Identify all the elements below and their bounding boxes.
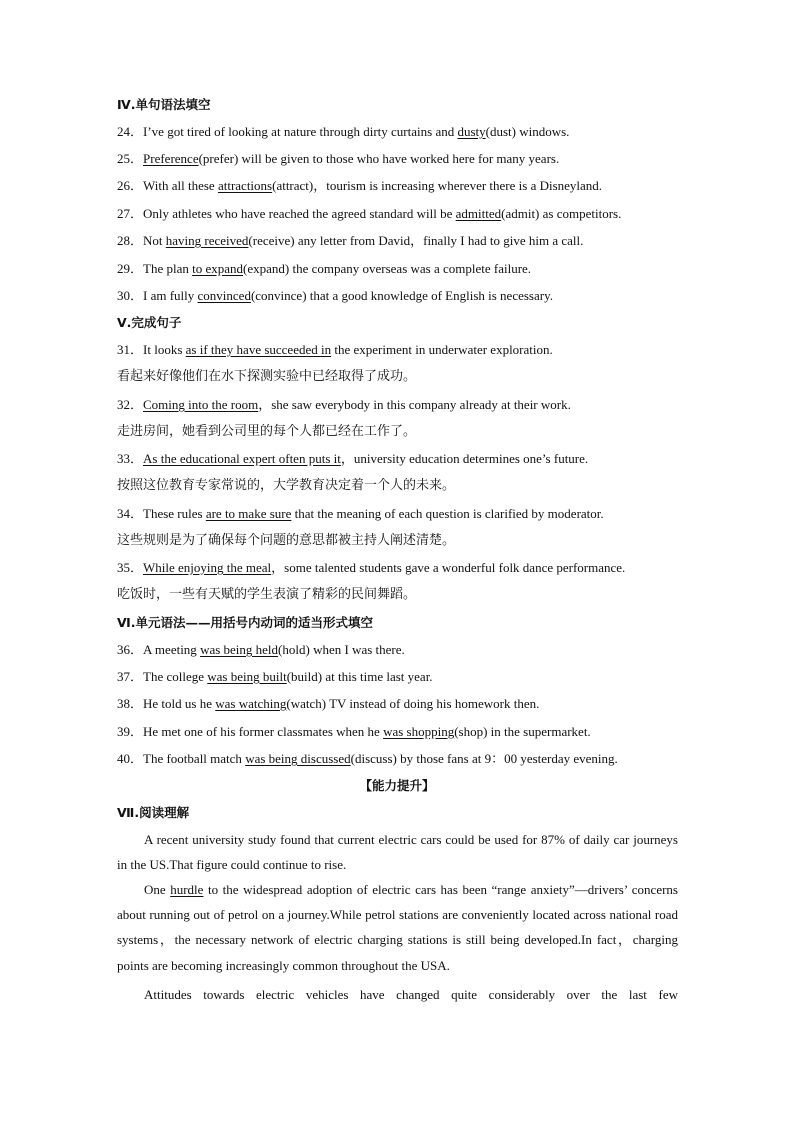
- q-answer: as if they have succeeded in: [185, 342, 332, 357]
- q-answer: dusty: [457, 124, 486, 139]
- q-text: (receive) any letter from David，finally I had to give him a call.: [248, 233, 584, 248]
- q-num: 26．: [117, 178, 144, 193]
- q-num: 31．: [117, 342, 144, 357]
- q-answer: was watching: [215, 696, 287, 711]
- q-num: 30．: [117, 288, 144, 303]
- q-text: The football match: [143, 751, 246, 766]
- vocab-highlight: hurdle: [170, 882, 204, 897]
- translation-33: 按照这位教育专家常说的，大学教育决定着一个人的未来。: [117, 478, 456, 493]
- translation-32: 走进房间，她看到公司里的每个人都已经在工作了。: [117, 424, 417, 439]
- translation-31: 看起来好像他们在水下探测实验中已经取得了成功。: [117, 369, 417, 384]
- q-text: (convince) that a good knowledge of English is necessary.: [250, 288, 553, 303]
- q-answer: Preference: [143, 151, 199, 166]
- q-text: (attract)，tourism is increasing wherever there is a Disneyland.: [272, 178, 603, 193]
- q-answer: admitted: [455, 206, 502, 221]
- section-6-title: Ⅵ.单元语法——用括号内动词的适当形式填空: [117, 615, 373, 630]
- q-answer: was shopping: [383, 724, 455, 739]
- q-text: (discuss) by those fans at 9：00 yesterday evening.: [350, 751, 618, 766]
- q-answer: was being held: [200, 642, 279, 657]
- q-answer: As the educational expert often puts it: [143, 451, 341, 466]
- para-text: One: [144, 882, 171, 897]
- question-26: [117, 178, 602, 194]
- q-text: (build) at this time last year.: [286, 669, 433, 684]
- q-answer: Coming into the room: [143, 397, 259, 412]
- question-27: [117, 206, 621, 222]
- ability-heading: 【能力提升】: [359, 778, 435, 793]
- q-text: ，she saw everybody in this company already at their work.: [258, 397, 571, 412]
- q-num: 32．: [117, 397, 144, 412]
- q-text: These rules: [143, 506, 206, 521]
- q-num: 27．: [117, 206, 144, 221]
- question-28: [117, 233, 583, 249]
- q-text: the experiment in underwater exploration.: [331, 342, 553, 357]
- q-text: Not: [143, 233, 166, 248]
- question-38: [117, 696, 539, 712]
- q-answer: While enjoying the meal: [143, 560, 272, 575]
- q-text: He told us he: [143, 696, 216, 711]
- q-text: I am fully: [143, 288, 198, 303]
- section-5-title: Ⅴ.完成句子: [117, 315, 182, 330]
- q-answer: attractions: [217, 178, 273, 193]
- question-39: [117, 724, 591, 740]
- question-24: [117, 124, 569, 140]
- question-34: [117, 506, 604, 522]
- q-num: 38．: [117, 696, 144, 711]
- translation-35: 吃饭时，一些有天赋的学生表演了精彩的民间舞蹈。: [117, 587, 417, 602]
- q-text: (shop) in the supermarket.: [454, 724, 591, 739]
- q-num: 37．: [117, 669, 144, 684]
- question-30: [117, 288, 553, 304]
- q-num: 29．: [117, 261, 144, 276]
- translation-34: 这些规则是为了确保每个问题的意思都被主持人阐述清楚。: [117, 533, 456, 548]
- q-text: The plan: [143, 261, 193, 276]
- q-answer: was being built: [207, 669, 287, 684]
- para-text: to the widespread adoption of electric cars has been “range anxiety”—drivers’ concerns about running out of petrol on a journey.While petrol stations are conveniently located across national road systems，the necessary network of electric charging stations is still being developed.In fact，charging points are becoming increasingly common throughout the USA.: [117, 882, 678, 973]
- reading-paragraph-1: A recent university study found that current electric cars could be used for 87% of daily car journeys in the US.That figure could continue to rise.: [117, 832, 678, 873]
- q-num: 36．: [117, 642, 144, 657]
- section-7-title: Ⅶ.阅读理解: [117, 805, 190, 820]
- q-answer: are to make sure: [205, 506, 292, 521]
- q-text: that the meaning of each question is clarified by moderator.: [291, 506, 604, 521]
- q-text: ，some talented students gave a wonderful folk dance performance.: [271, 560, 626, 575]
- question-32: [117, 397, 571, 413]
- question-35: [117, 560, 625, 576]
- q-num: 40．: [117, 751, 144, 766]
- q-num: 25．: [117, 151, 144, 166]
- q-num: 28．: [117, 233, 144, 248]
- q-text: ，university education determines one’s future.: [340, 451, 589, 466]
- q-text: It looks: [143, 342, 186, 357]
- q-text: (watch) TV instead of doing his homework then.: [286, 696, 540, 711]
- q-text: The college: [143, 669, 208, 684]
- q-text: (prefer) will be given to those who have worked here for many years.: [198, 151, 560, 166]
- q-num: 24．: [117, 124, 144, 139]
- q-answer: convinced: [197, 288, 251, 303]
- question-37: [117, 669, 433, 685]
- q-answer: having received: [165, 233, 249, 248]
- reading-paragraph-3: Attitudes towards electric vehicles have changed quite considerably over the last few: [144, 987, 678, 1002]
- q-num: 39．: [117, 724, 144, 739]
- question-40: [117, 751, 618, 767]
- question-25: [117, 151, 559, 167]
- section-4-title: Ⅳ.单句语法填空: [117, 97, 211, 112]
- question-36: [117, 642, 405, 658]
- q-answer: to expand: [192, 261, 244, 276]
- reading-paragraph-2: [117, 877, 678, 978]
- q-text: (dust) windows.: [485, 124, 570, 139]
- q-num: 35．: [117, 560, 144, 575]
- q-text: He met one of his former classmates when he: [143, 724, 384, 739]
- q-answer: was being discussed: [245, 751, 351, 766]
- q-text: (hold) when I was there.: [278, 642, 405, 657]
- question-29: [117, 261, 531, 277]
- q-text: (expand) the company overseas was a complete failure.: [243, 261, 532, 276]
- question-31: [117, 342, 553, 358]
- q-text: (admit) as competitors.: [501, 206, 622, 221]
- q-text: A meeting: [143, 642, 201, 657]
- q-text: With all these: [143, 178, 218, 193]
- question-33: [117, 451, 588, 467]
- q-num: 33．: [117, 451, 144, 466]
- q-text: Only athletes who have reached the agreed standard will be: [143, 206, 456, 221]
- q-text: I’ve got tired of looking at nature through dirty curtains and: [143, 124, 458, 139]
- q-num: 34．: [117, 506, 144, 521]
